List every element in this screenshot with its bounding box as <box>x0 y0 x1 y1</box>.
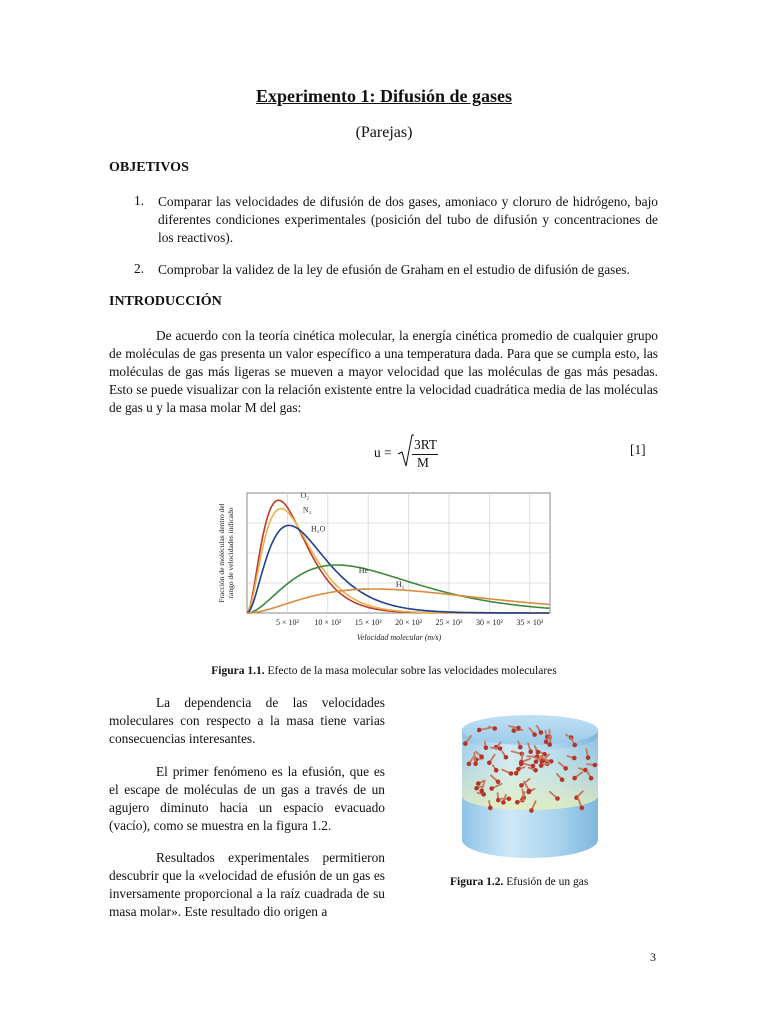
gas-molecule-head <box>496 798 501 803</box>
gas-molecule-head <box>528 749 533 754</box>
gas-molecule-head <box>501 800 506 805</box>
series-label: H₂ <box>395 580 405 589</box>
body-paragraph: La dependencia de las velocidades moleculares con respecto a la masa tiene varias consecuencias interesantes. <box>109 695 385 746</box>
document-title-text: Experimento 1: Difusión de gases <box>256 86 512 106</box>
objectives-heading: OBJETIVOS <box>109 160 189 175</box>
series-label: N₂ <box>302 505 312 515</box>
series-label: O₂ <box>300 491 310 501</box>
gas-molecule-head <box>544 740 549 745</box>
gas-molecule-head <box>593 763 598 768</box>
objective-text: Comparar las velocidades de difusión de dos gases, amoniaco y cloruro de hidrógeno, bajo diferentes condiciones experimentales (posición del tubo de difusión y concentraciones de los reactivos). <box>158 194 658 245</box>
equation-lhs: u = <box>374 445 392 460</box>
gas-molecule-head <box>496 780 501 785</box>
document-title <box>0 86 768 107</box>
gas-molecule-head <box>479 789 484 794</box>
gas-molecule-head <box>474 786 479 791</box>
gas-molecule-head <box>515 800 520 805</box>
x-tick-label: 5 × 10² <box>275 618 299 627</box>
gas-molecule-head <box>489 786 494 791</box>
gas-molecule-head <box>479 754 484 759</box>
gas-molecule-head <box>533 768 538 773</box>
introduction-heading: INTRODUCCIÓN <box>109 294 222 309</box>
page-number: 3 <box>650 950 656 964</box>
series-label: H₂O <box>311 524 326 534</box>
gas-molecule-head <box>476 781 481 786</box>
gas-molecule-head <box>514 771 519 776</box>
body-paragraph: El primer fenómeno es la efusión, que es el escape de moléculas de un gas a través de un agujero diminuto hacia un espacio evacuado (vacío), como se muestra en la figura 1.2. <box>109 764 385 833</box>
gas-molecule-head <box>507 797 512 802</box>
figure-1-1-label: Figura 1.1. <box>211 665 265 677</box>
objective-number: 1. <box>134 193 145 208</box>
gas-molecule-head <box>519 783 524 788</box>
figure-1-1-text: Efecto de la masa molecular sobre las velocidades moleculares <box>267 665 557 677</box>
gas-molecule-head <box>539 730 544 735</box>
x-tick-label: 15 × 10² <box>354 618 382 627</box>
chart-x-ticks <box>276 618 544 627</box>
figure-1-2-label: Figura 1.2. <box>450 876 504 888</box>
square-root-sign <box>396 434 414 468</box>
x-tick-label: 25 × 10² <box>435 618 463 627</box>
gas-molecule-head <box>487 761 492 766</box>
gas-molecule-head <box>494 768 499 773</box>
x-tick-label: 20 × 10² <box>395 618 423 627</box>
gas-molecule-head <box>467 762 472 767</box>
gas-molecule-head <box>519 760 524 765</box>
gas-molecule-head <box>532 732 537 737</box>
figure-1-2-text: Efusión de un gas <box>506 876 589 888</box>
chart-y-axis-label-line2: rango de velocidades indicado <box>226 507 235 599</box>
gas-molecule-head <box>498 746 503 751</box>
gas-molecule-head <box>573 743 578 748</box>
gas-molecule-head <box>473 761 478 766</box>
document-subtitle: (Parejas) <box>355 124 413 141</box>
velocity-distribution-chart <box>212 488 562 646</box>
gas-molecule-head <box>555 796 560 801</box>
equation-number: [1] <box>630 442 646 457</box>
equation-denominator: M <box>417 455 429 470</box>
gas-molecule-head <box>516 726 521 731</box>
figure-1-2-caption <box>450 876 588 888</box>
gas-molecule-head <box>572 776 577 781</box>
introduction-paragraph: De acuerdo con la teoría cinética molecular, la energía cinética promedio de cualquier grupo de moléculas de gas presenta un valor específico a una temperatura dada. Para que se cumpla esto, las moléculas de gas más ligeras se mueven a mayor velocidad que las moléculas de gas más pesadas. Esto se puede visualizar con la relación existente entre la velocidad cuadrática media de las moléculas de gas u y la masa molar M del gas: <box>109 328 658 415</box>
gas-molecule-head <box>512 728 517 733</box>
x-tick-label: 30 × 10² <box>475 618 503 627</box>
gas-molecule-head <box>527 789 532 794</box>
gas-molecule-head <box>488 806 493 811</box>
gas-molecule-head <box>516 767 521 772</box>
gas-effusion-illustration <box>450 708 610 864</box>
objective-number: 2. <box>134 261 145 276</box>
gas-molecule-head <box>463 741 468 746</box>
chart-y-axis-label-line1: Fracción de moléculas dentro del <box>217 503 226 603</box>
x-tick-label: 35 × 10² <box>516 618 544 627</box>
gas-molecule-head <box>477 728 482 733</box>
figure-1-1-caption <box>0 665 768 677</box>
gas-molecule-head <box>518 745 523 750</box>
gas-molecule-head <box>586 755 591 760</box>
gas-molecule-head <box>531 764 536 769</box>
gas-molecule-head <box>509 771 514 776</box>
equation-numerator: 3RT <box>414 437 438 452</box>
gas-molecule-head <box>589 776 594 781</box>
x-tick-label: 10 × 10² <box>314 618 342 627</box>
gas-molecule-head <box>493 726 498 731</box>
gas-molecule-head <box>560 777 565 782</box>
gas-molecule-head <box>539 763 544 768</box>
gas-molecule-head <box>572 756 577 761</box>
chart-x-axis-label: Velocidad molecular (m/s) <box>356 633 442 642</box>
gas-molecule-head <box>484 746 489 751</box>
gas-molecule-head <box>534 759 539 764</box>
series-label: He <box>358 566 369 575</box>
gas-molecule-head <box>536 750 541 755</box>
gas-molecule-head <box>580 806 585 811</box>
objective-text: Comprobar la validez de la ley de efusión de Graham en el estudio de difusión de gases. <box>158 262 630 277</box>
body-paragraph: Resultados experimentales permitieron descubrir que la «velocidad de efusión de un gas es inversamente proporcional a la raíz cuadrada de su masa molar». Este resultado dio origen a <box>109 850 385 919</box>
gas-molecule-head <box>547 742 552 747</box>
gas-molecule-head <box>540 759 545 764</box>
gas-molecule-head <box>563 766 568 771</box>
gas-molecule-head <box>529 808 534 813</box>
gas-molecule-head <box>504 755 509 760</box>
